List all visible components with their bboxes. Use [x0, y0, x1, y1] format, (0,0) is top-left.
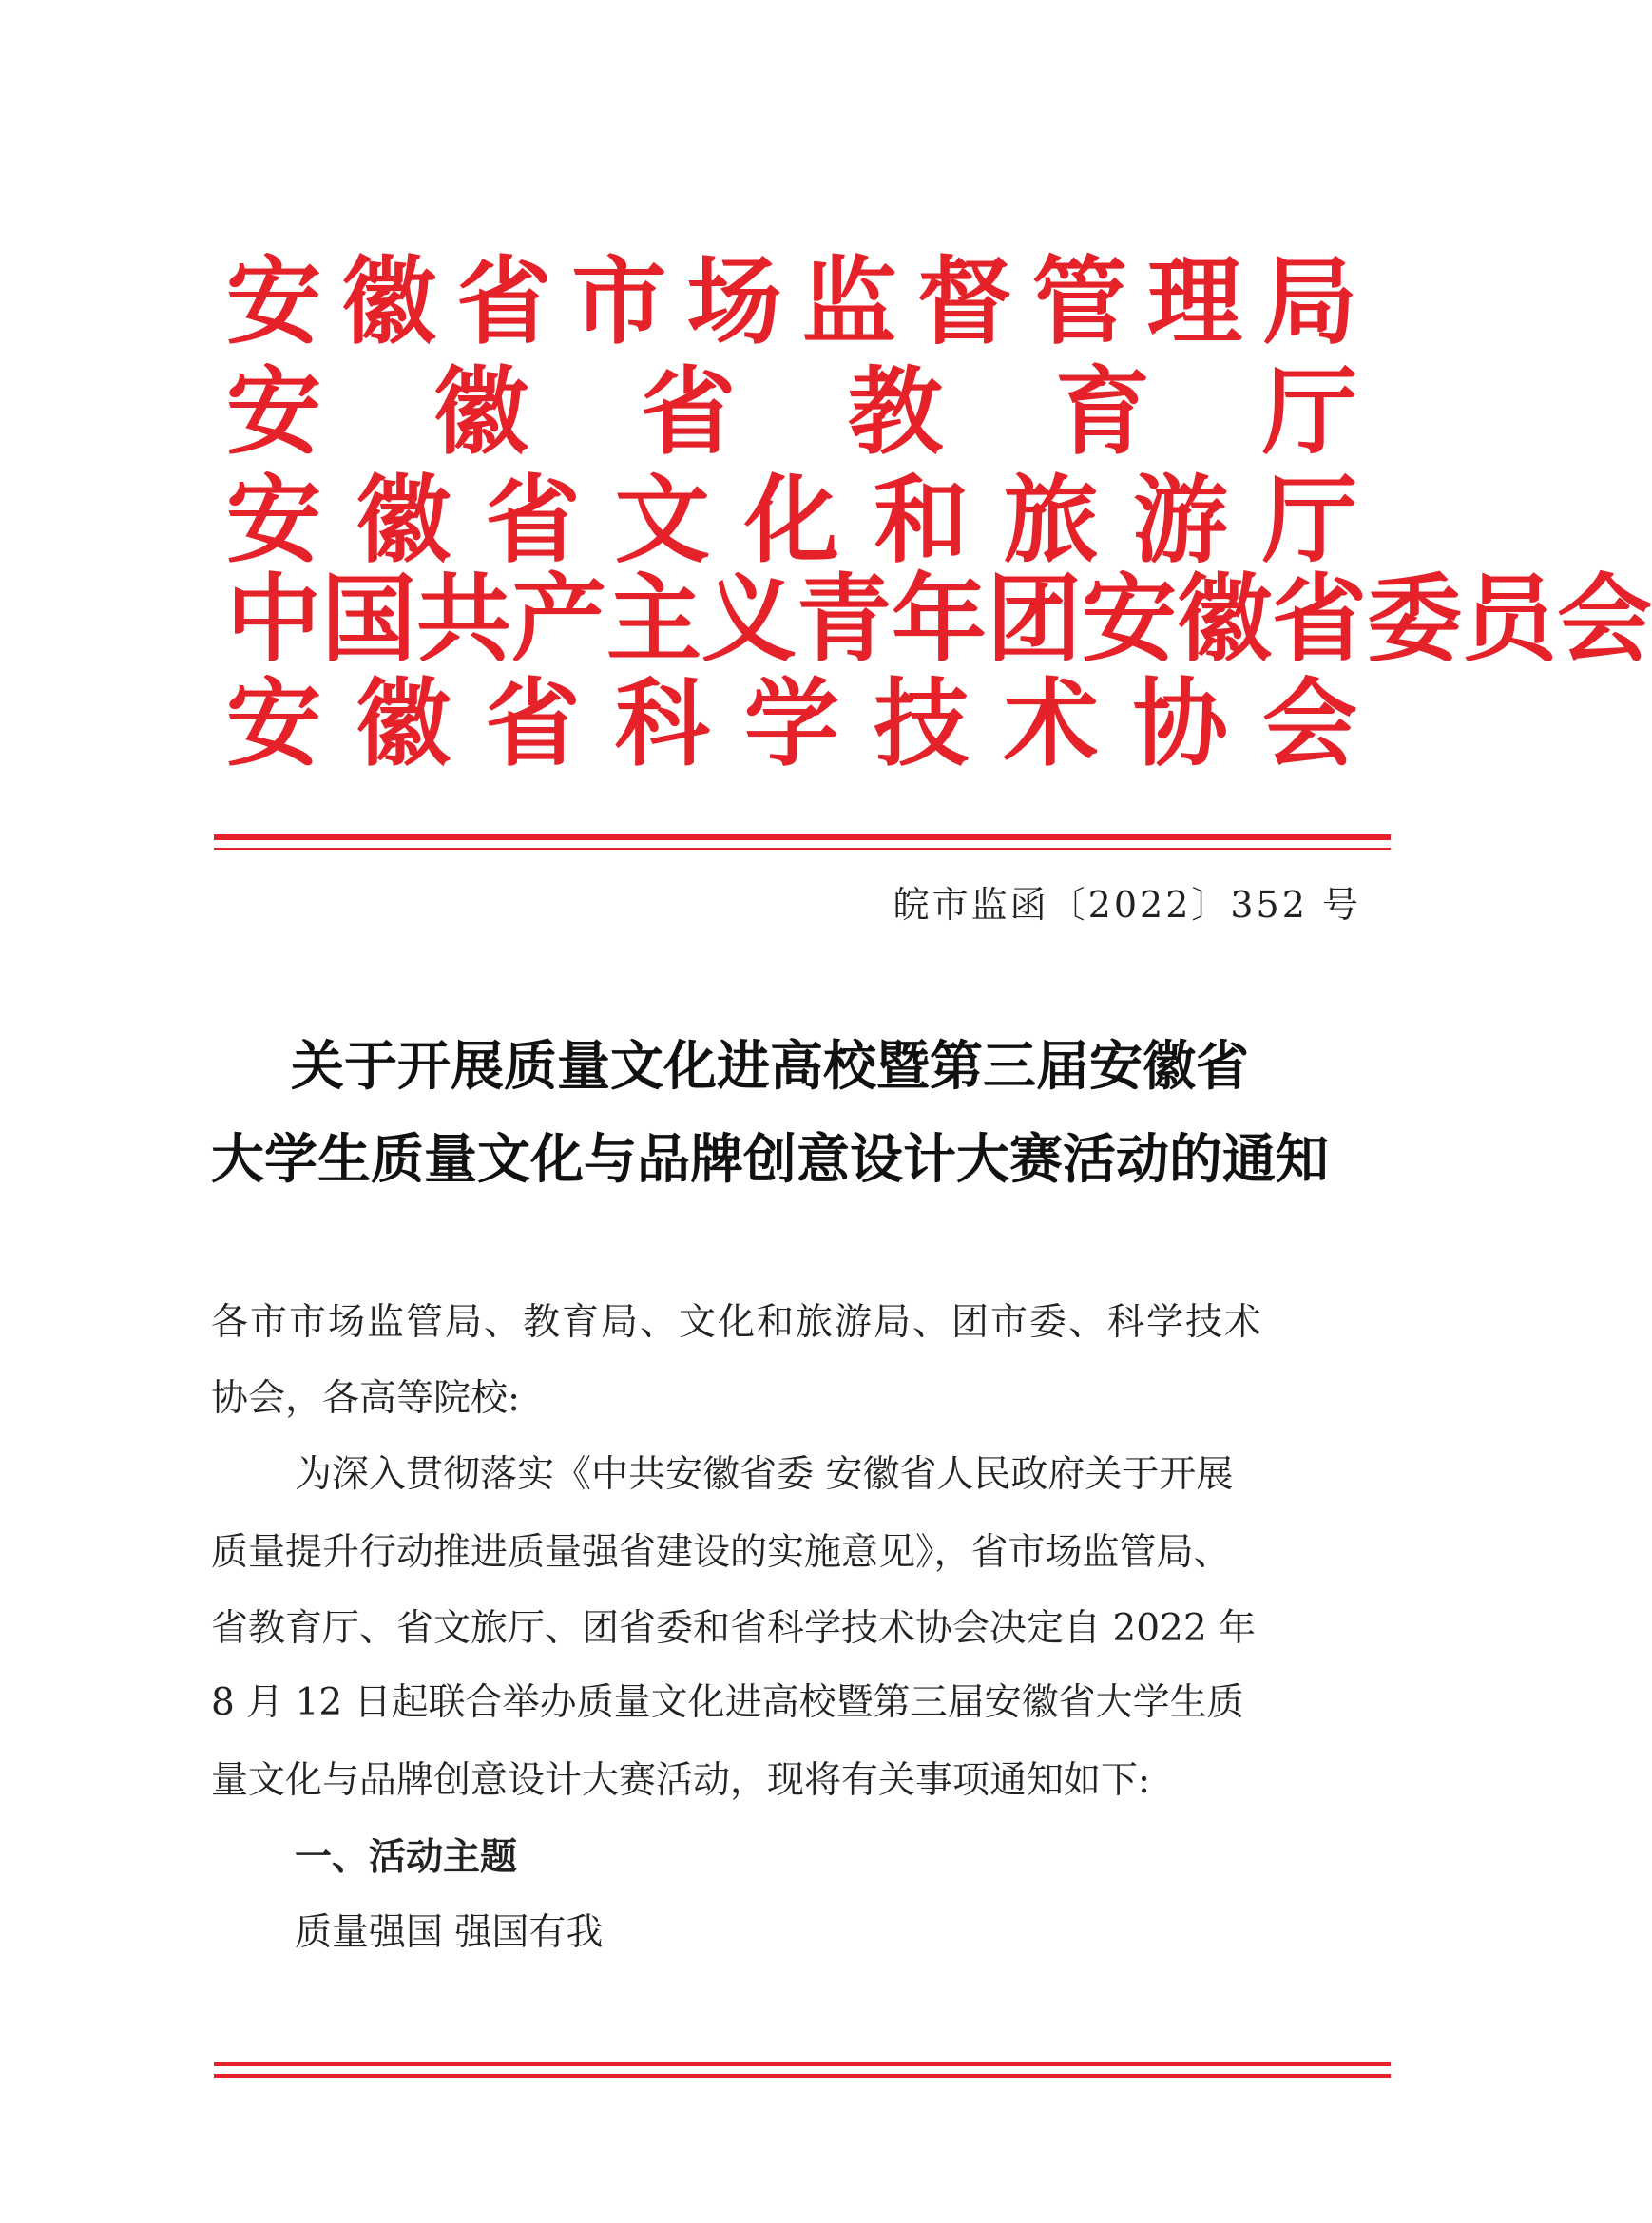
issuer-char: 年 — [892, 563, 987, 675]
issuer-char: 术 — [1003, 667, 1099, 779]
issuer-education — [226, 355, 1357, 468]
issuer-science-association — [226, 667, 1357, 779]
footer-divider-lower — [214, 2074, 1391, 2078]
document-number: 皖市监函〔2022〕352 号 — [893, 884, 1361, 926]
issuer-char: 产 — [511, 563, 606, 675]
issuer-char: 市 — [571, 245, 667, 357]
issuer-char: 会 — [1262, 667, 1357, 779]
issuer-char: 团 — [987, 563, 1082, 675]
issuer-char: 场 — [686, 245, 782, 357]
issuer-char: 督 — [916, 245, 1012, 357]
issuer-char: 省 — [641, 355, 736, 468]
issuer-char: 科 — [614, 667, 710, 779]
issuer-char: 厅 — [1262, 464, 1357, 576]
issuer-char: 安 — [226, 667, 321, 779]
issuer-char: 安 — [226, 464, 321, 576]
issuer-char: 员 — [1462, 563, 1557, 675]
issuer-char: 局 — [1261, 245, 1357, 357]
paragraph-line: 省教育厅、省文旅厅、团省委和省科学技术协会决定自 2022 年 — [211, 1607, 1257, 1650]
issuer-char: 徽 — [355, 667, 451, 779]
header-divider-thick — [214, 834, 1391, 840]
paragraph-line: 量文化与品牌创意设计大赛活动，现将有关事项通知如下: — [211, 1759, 1151, 1802]
issuer-char: 旅 — [1003, 464, 1099, 576]
issuer-char: 徽 — [355, 464, 451, 576]
issuer-char: 安 — [226, 245, 321, 357]
section-text: 质量强国 强国有我 — [295, 1911, 604, 1954]
issuer-char: 学 — [744, 667, 839, 779]
issuer-char: 和 — [874, 464, 970, 576]
issuer-culture-tourism — [226, 464, 1357, 576]
header-divider-thin — [214, 848, 1391, 850]
issuer-char: 中 — [226, 563, 321, 675]
issuer-char: 委 — [1367, 563, 1462, 675]
issuer-char: 厅 — [1262, 355, 1357, 468]
issuer-youth-league — [226, 563, 1652, 675]
issuer-char: 徽 — [341, 245, 437, 357]
issuer-char: 徽 — [1177, 563, 1272, 675]
issuer-char: 化 — [744, 464, 839, 576]
issuer-char: 游 — [1132, 464, 1228, 576]
issuer-char: 监 — [801, 245, 897, 357]
issuer-char: 会 — [1557, 563, 1652, 675]
footer-divider-upper — [214, 2062, 1391, 2066]
issuer-char: 管 — [1031, 245, 1127, 357]
paragraph-line: 为深入贯彻落实《中共安徽省委 安徽省人民政府关于开展 — [295, 1453, 1234, 1496]
issuer-char: 国 — [321, 563, 416, 675]
issuer-char: 徽 — [433, 355, 528, 468]
issuer-char: 省 — [1272, 563, 1367, 675]
issuer-char: 安 — [1082, 563, 1177, 675]
issuer-char: 青 — [797, 563, 892, 675]
issuer-char: 理 — [1146, 245, 1242, 357]
issuer-market-supervision — [226, 245, 1357, 357]
section-heading: 一、活动主题 — [295, 1835, 518, 1879]
notice-title-line-1: 关于开展质量文化进高校暨第三届安徽省 — [291, 1035, 1249, 1098]
notice-title-line-2: 大学生质量文化与品牌创意设计大赛活动的通知 — [211, 1128, 1329, 1191]
issuer-char: 文 — [614, 464, 710, 576]
issuer-char: 育 — [1055, 355, 1150, 468]
addressee-line: 协会，各高等院校: — [211, 1377, 521, 1420]
issuer-char: 共 — [416, 563, 511, 675]
issuer-char: 省 — [485, 667, 581, 779]
paragraph-line: 质量提升行动推进质量强省建设的实施意见》，省市场监管局、 — [211, 1531, 1231, 1574]
issuer-char: 义 — [701, 563, 797, 675]
issuer-char: 协 — [1132, 667, 1228, 779]
issuer-char: 省 — [485, 464, 581, 576]
addressee-line: 各市市场监管局、教育局、文化和旅游局、团市委、科学技术 — [211, 1301, 1264, 1344]
issuer-char: 省 — [456, 245, 552, 357]
paragraph-line: 8 月 12 日起联合举办质量文化进高校暨第三届安徽省大学生质 — [211, 1681, 1244, 1724]
issuer-char: 主 — [606, 563, 701, 675]
issuer-char: 技 — [874, 667, 970, 779]
issuer-char: 安 — [226, 355, 321, 468]
issuer-char: 教 — [848, 355, 943, 468]
